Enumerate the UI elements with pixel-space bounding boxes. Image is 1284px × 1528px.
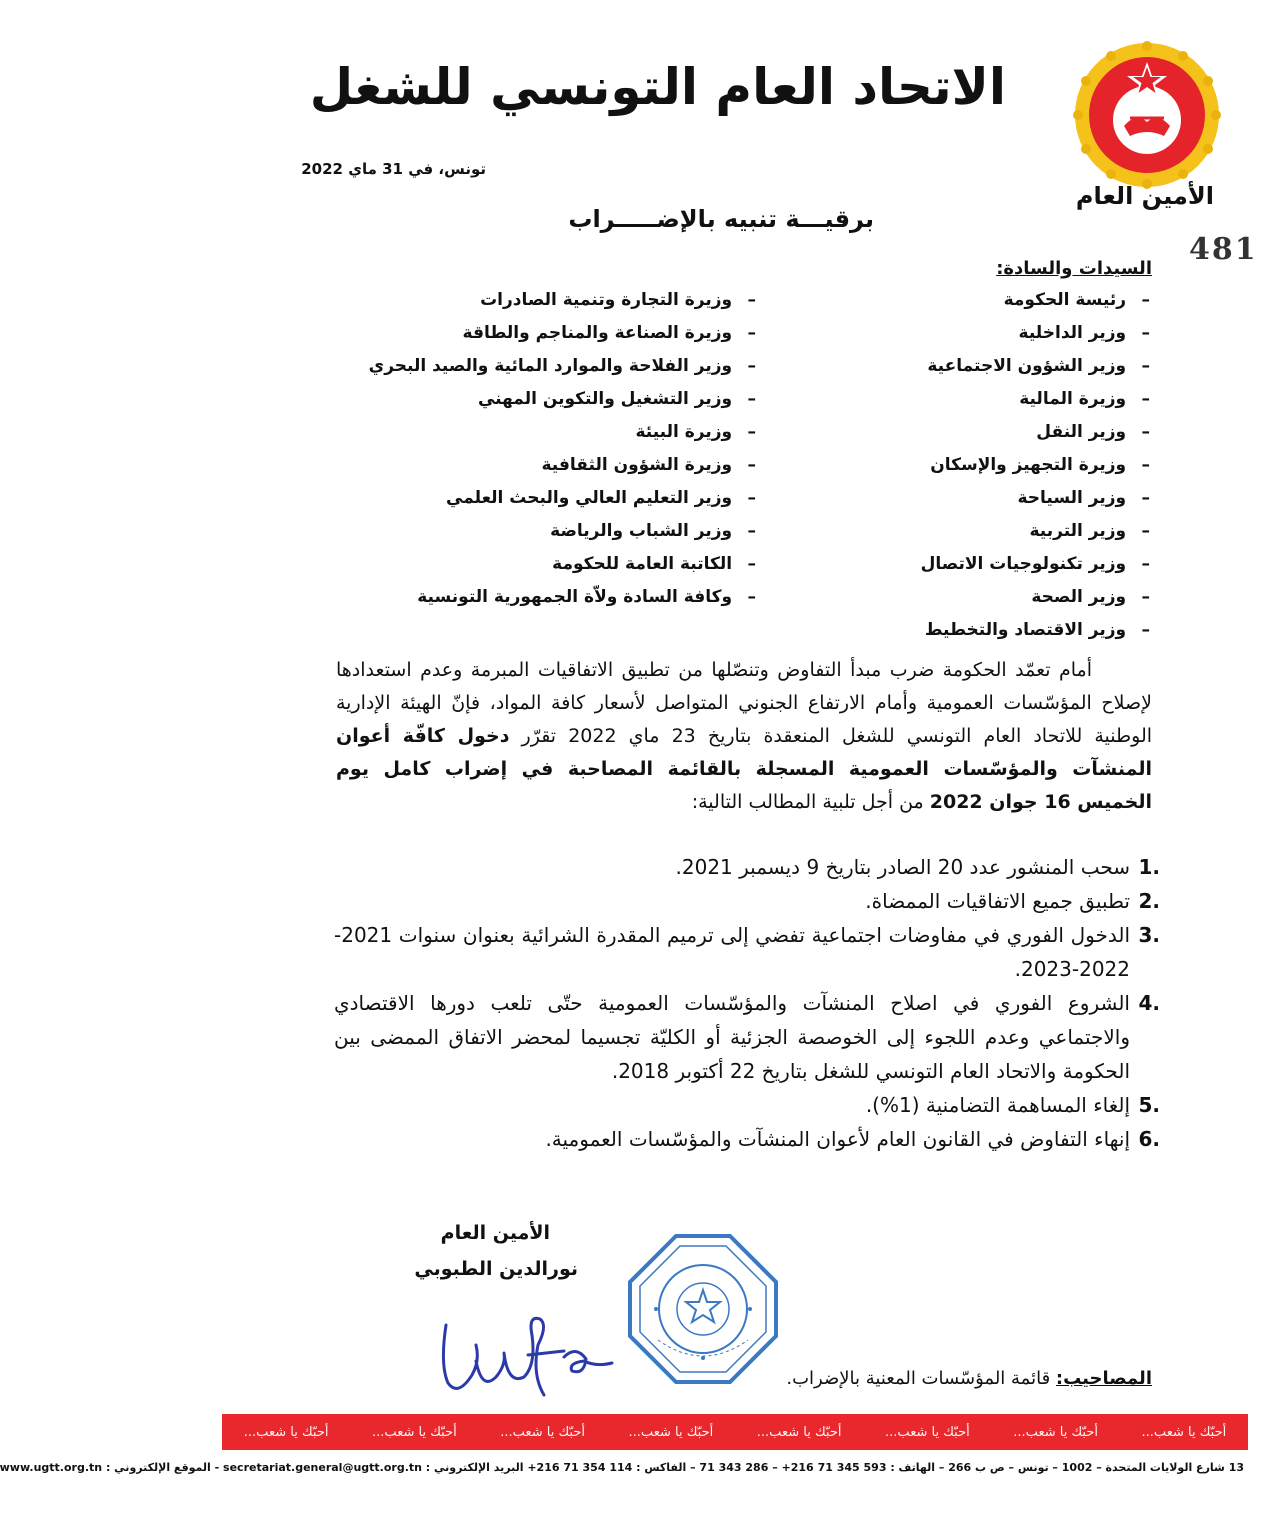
body-strike-announcement: دخول كافّة أعوان المنشآت والمؤسّسات العمومية المسجلة بالقائمة المصاحبة في إضراب كامل يوم الخميس 16 جوان 2022 [336, 725, 1152, 813]
enclosure-note [786, 1368, 1152, 1389]
place-date: تونس، في 31 ماي 2022 [301, 160, 486, 178]
salutation: السيدات والسادة: [996, 258, 1152, 279]
footer-slogan: أحبّك يا شعب... [756, 1424, 842, 1440]
recipient: – وزيرة البيئة [635, 422, 756, 442]
body-paragraph [336, 654, 1152, 819]
body-text: أمام تعمّد الحكومة ضرب مبدأ التفاوض وتنصّلها من تطبيق الاتفاقيات المبرمة وعدم استعدادها لإصلاح المؤسّسات العمومية وأمام الارتفاع الجنوني المتواصل لأسعار كافة المواد، فإنّ الهيئة الإدارية الوطنية للاتحاد العام التونسي للشغل المنعقدة بتاريخ 23 ماي 2022 تقرّر [336, 659, 1153, 747]
recipient: – الكاتبة العامة للحكومة [552, 554, 756, 574]
body-text-end: من أجل تلبية المطالب التالية: [691, 791, 930, 813]
document-title: برقيـــة تنبيه بالإضـــــراب [568, 205, 874, 233]
enclosure-label: المصاحيب: [1055, 1368, 1152, 1389]
organization-title: الاتحاد العام التونسي للشغل [309, 58, 1006, 116]
demands-list [334, 850, 1160, 1156]
recipient: – وزير الاقتصاد والتخطيط [924, 620, 1150, 640]
signatory-title: الأمين العام [440, 1222, 550, 1244]
demand-item: .1 سحب المنشور عدد 20 الصادر بتاريخ 9 ديسمبر 2021. [675, 855, 1160, 879]
recipient: – وزير التعليم العالي والبحث العلمي [446, 488, 756, 508]
recipient: – وزيرة الشؤون الثقافية [541, 455, 756, 475]
enclosure-text: قائمة المؤسّسات المعنية بالإضراب. [786, 1368, 1056, 1389]
footer-slogan: أحبّك يا شعب... [500, 1424, 585, 1440]
demand-item: .5 إلغاء المساهمة التضامنية (1%). [865, 1093, 1160, 1117]
recipient: – وزير السياحة [1017, 488, 1150, 508]
footer-slogan: أحبّك يا شعب... [885, 1424, 970, 1440]
recipient: – وزير النقل [1036, 422, 1150, 442]
recipient: – وزير التشغيل والتكوين المهني [477, 389, 756, 409]
recipient: – وكافة السادة ولاّة الجمهورية التونسية [417, 587, 756, 607]
footer-contact-info: 13 شارع الولايات المتحدة – 1002 – تونس – ص ب 266 – الهاتف : 593 345 71 216+ – 286 343 71 – الفاكس : 114 354 71 216+ البريد الإلكتروني : secretariat.general@ugtt.org.tn - الموقع الإلكتروني : www.ugtt.org.tn [0, 1461, 1244, 1474]
recipient: – وزير تكنولوجيات الاتصال [920, 554, 1150, 574]
ugtt-logo [1072, 40, 1222, 190]
recipient: – وزير الداخلية [1018, 323, 1150, 343]
footer-slogan: أحبّك يا شعب... [243, 1424, 329, 1440]
recipient: – وزيرة التجارة وتنمية الصادرات [480, 290, 756, 310]
reference-number: 481 [1189, 232, 1258, 267]
recipient: – وزير الصحة [1031, 587, 1150, 607]
footer-slogan-band [222, 1414, 1248, 1450]
recipient: – وزيرة التجهيز والإسكان [930, 455, 1150, 475]
demand-item: .6 إنهاء التفاوض في القانون العام لأعوان المنشآت والمؤسّسات العمومية. [545, 1127, 1160, 1151]
footer-slogan: أحبّك يا شعب... [372, 1424, 457, 1440]
recipient: – وزيرة الصناعة والمناجم والطاقة [462, 323, 756, 343]
demand-item: .4 الشروع الفوري في اصلاح المنشآت والمؤسّسات العمومية حتّى تلعب دورها الاقتصادي والاجتماعي وعدم اللجوء إلى الخوصصة الجزئية أو الكليّة تجسيما لمحضر الاتفاق الممضى بين الحكومة والاتحاد العام التونسي للشغل بتاريخ 22 أكتوبر 2018. [334, 991, 1160, 1083]
official-seal [626, 1232, 780, 1386]
signatory-name: نورالدين الطبوبي [414, 1258, 578, 1280]
demand-item: .3 الدخول الفوري في مفاوضات اجتماعية تفضي إلى ترميم المقدرة الشرائية بعنوان سنوات 2021-2022-2023. [334, 923, 1160, 981]
recipient: – رئيسة الحكومة [1003, 290, 1150, 310]
footer-slogan: أحبّك يا شعب... [1141, 1424, 1227, 1440]
recipient: – وزير الشؤون الاجتماعية [927, 356, 1150, 376]
handwritten-signature [436, 1305, 626, 1405]
office-title: الأمين العام [1075, 182, 1214, 210]
recipient: – وزيرة المالية [1019, 389, 1150, 409]
footer-slogan: أحبّك يا شعب... [628, 1424, 714, 1440]
recipient: – وزير الشباب والرياضة [550, 521, 756, 541]
recipient: – وزير التربية [1029, 521, 1150, 541]
demand-item: .2 تطبيق جميع الاتفاقيات الممضاة. [865, 889, 1160, 913]
footer-slogan: أحبّك يا شعب... [1013, 1424, 1098, 1440]
recipient: – وزير الفلاحة والموارد المائية والصيد البحري [368, 356, 756, 376]
